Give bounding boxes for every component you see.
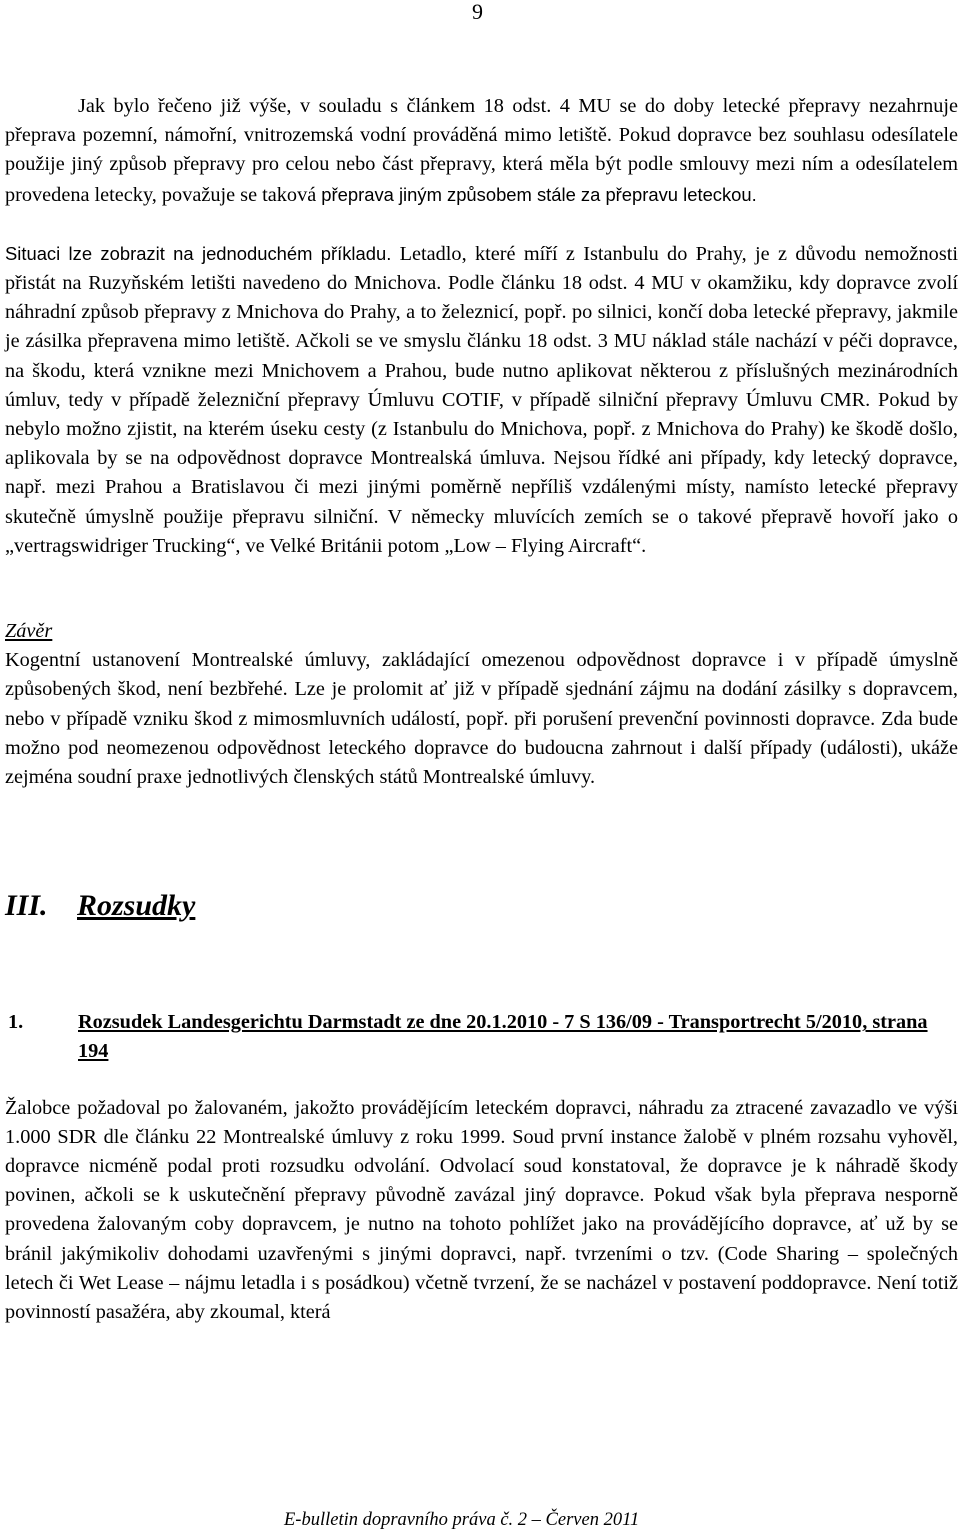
document-body: [5, 92, 958, 1327]
paragraph-article-18: [5, 92, 958, 210]
page-number: 9: [472, 0, 483, 24]
page-footer: E-bulletin dopravního práva č. 2 – Červen 2011: [284, 1510, 640, 1530]
section-heading-conclusion: Závěr: [5, 620, 53, 643]
paragraph-conclusion: Kogentní ustanovení Montrealské úmluvy, zakládající omezenou odpovědnost dopravce i v případě úmyslně způsobených škod, není bezbřehé. Lze je prolomit ať již v případě sjednání zájmu na dodání zásilky s dopravcem, nebo v případě vzniku škod z mimosmluvních událostí, popř. při porušení prevenční povinnosti dopravce. Zda bude možno pod neomezenou odpovědnost leteckého dopravce do budoucna zahrnout i další případy (události), ukáže zejména soudní praxe jednotlivých členských států Montrealské úmluvy.: [5, 649, 958, 789]
case-number: 1.: [8, 1011, 24, 1034]
paragraph-text: Letadlo, které míří z Istanbulu do Prahy, je z důvodu nemožnosti přistát na Ruzyňském letišti navedeno do Mnichova. Podle článku 18 odst. 4 MU v okamžiku, kdy dopravce zvolí náhradní způsob přepravy z Mnichova do Prahy, a to železnicí, popř. po silnici, končí doba letecké přepravy, jakmile je zásilka přepravena mimo letiště. Ačkoli se ve smyslu článku 18 odst. 3 MU náklad stále nachází v péči dopravce, na škodu, která vznikne mezi Mnichovem a Prahou, bude nutno aplikovat některou z příslušných mezinárodních úmluv, tedy v případě železniční přepravy Úmluvu COTIF, v případě silniční přepravy Úmluvu CMR. Pokud by nebylo možno zjistit, na kterém úseku cesty (z Istanbulu do Mnichova, popř. z Mnichova do Prahy) ke škodě došlo, aplikovala by se na odpovědnost dopravce Montrealská úmluva. Nejsou řídké ani případy, kdy letecký dopravce, např. mezi Prahou a Bratislavou či mezi jinými poměrně nepříliš vzdálenými místy, namísto letecké přepravy skutečně úmyslně použije přepravu silniční. V německy mluvících zemích se o takové přepravě hovoří jako o „vertragswidriger Trucking“, ve Velké Británii potom „Low – Flying Aircraft“.: [5, 242, 958, 557]
part-number: III.: [5, 889, 48, 923]
case-heading: [5, 1008, 958, 1066]
case-title: Rozsudek Landesgerichtu Darmstadt ze dne 20.1.2010 - 7 S 136/09 - Transportrecht 5/2010, strana 194: [78, 1011, 928, 1063]
paragraph-gap: [5, 210, 958, 239]
paragraph-case: Žalobce požadoval po žalovaném, jakožto provádějícím leteckém dopravci, náhradu za ztracené zavazadlo ve výši 1.000 SDR dle článku 22 Montrealské úmluvy z roku 1999. Soud první instance žalobě v plném rozsahu vyhověl, dopravce nicméně podal proti rozsudku odvolání. Odvolací soud konstatoval, že dopravce je k náhradě škody povinen, ačkoli se k uskutečnění přepravy původně zavázal jiný dopravce. Pokud však byla přeprava nesporně provedena žalovaným coby dopravcem, je nutno na tohoto pohlížet jako na provádějícího dopravce, ať už by se bránil jakýmikoliv dohodami uzavřenými s jinými dopravci, např. tvrzeními o tzv. (Code Sharing – společných letech či Wet Lease – nájmu letadla i s posádkou) včetně tvrzení, že se nacházel v postavení poddopravce. Není totiž povinností pasažéra, aby zkoumal, která: [5, 1096, 958, 1324]
paragraph-text-sans: Situaci lze zobrazit na jednoduchém příkladu.: [5, 242, 392, 264]
paragraph-text: Jak bylo řečeno již výše, v souladu s článkem 18 odst. 4 MU se do doby letecké přepravy nezahrnuje přeprava pozemní, námořní, vnitrozemská vodní prováděná mimo letiště. Pokud dopravce bez souhlasu odesílatele použije jiný způsob přepravy pro celou nebo část přepravy, která měla být podle smlouvy mezi ním a odesílatelem provedena letecky, považuje se taková: [5, 95, 958, 206]
part-heading: [5, 886, 958, 926]
part-title: Rozsudky: [77, 889, 196, 923]
paragraph-example: [5, 239, 958, 561]
paragraph-text-sans: přeprava jiným způsobem stále za přepravu leteckou.: [321, 183, 757, 205]
